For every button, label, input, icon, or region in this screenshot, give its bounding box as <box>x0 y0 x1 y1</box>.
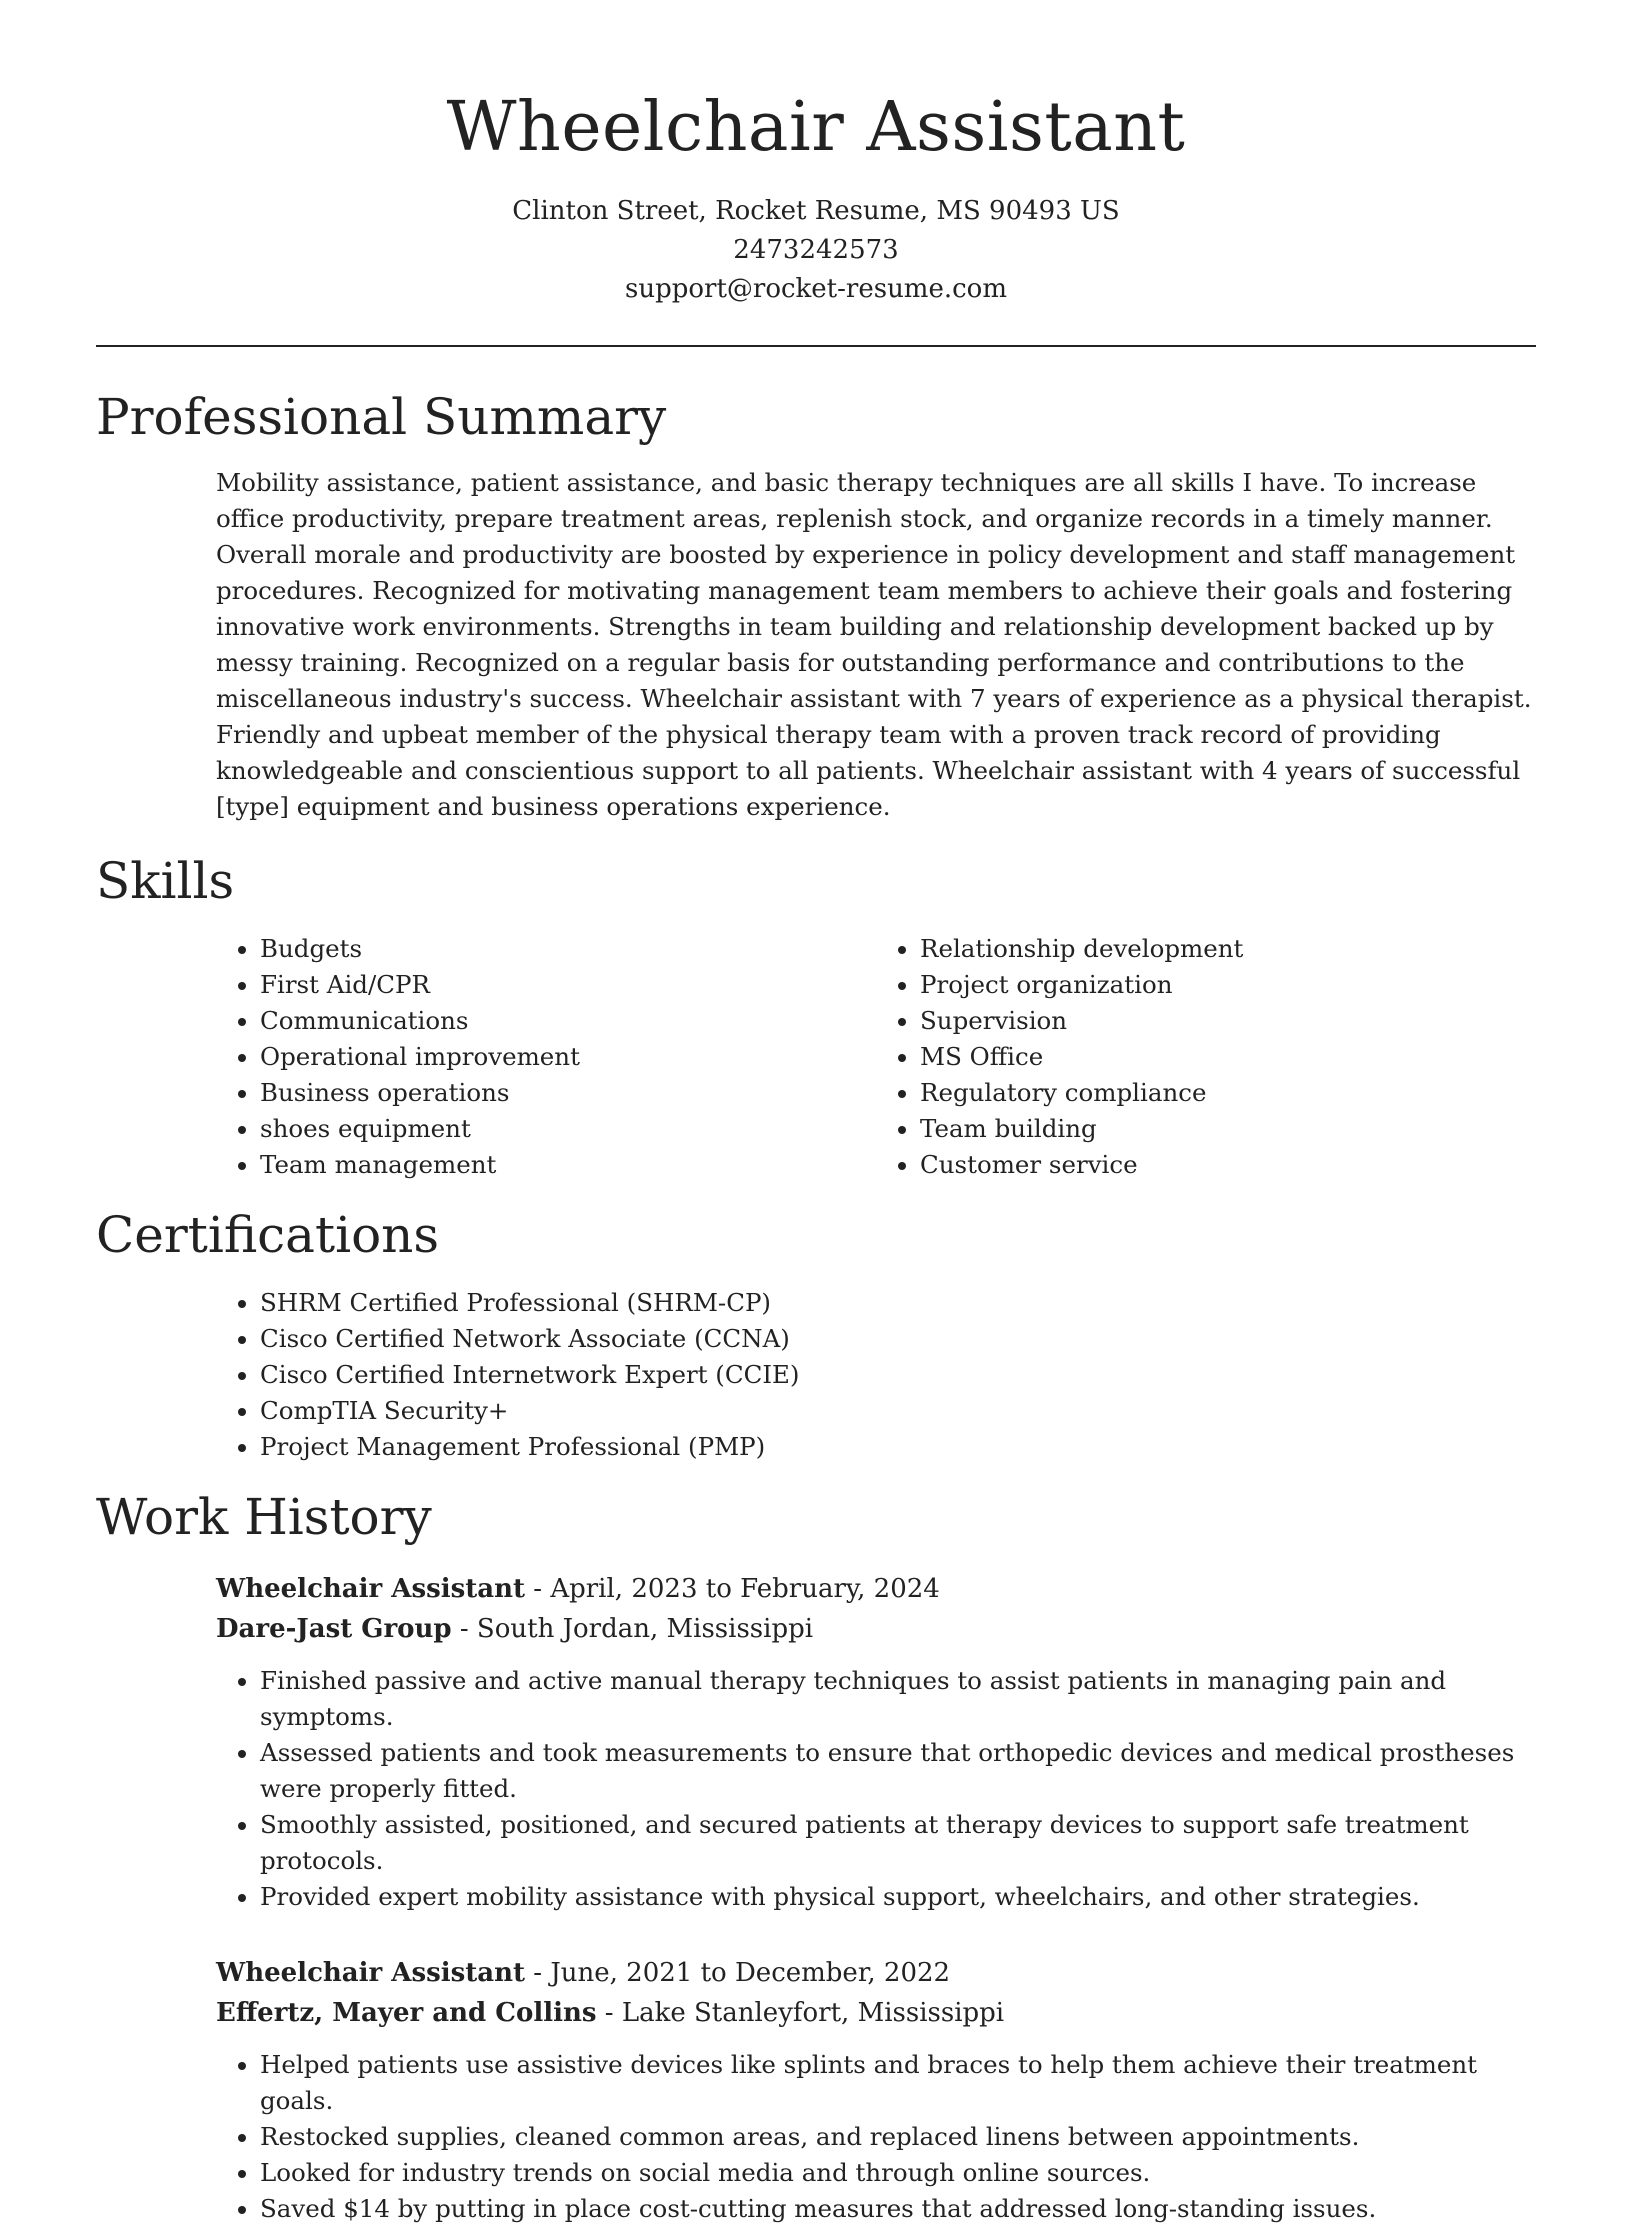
job-title: Wheelchair Assistant <box>216 1958 526 1988</box>
skill-item: • Supervision <box>920 1003 1536 1039</box>
job-location: - South Jordan, Mississippi <box>451 1614 814 1644</box>
job-entry <box>216 1569 1536 1915</box>
header-divider <box>96 345 1536 347</box>
job-dates: - June, 2021 to December, 2022 <box>525 1958 951 1988</box>
job-bullet: • Provided expert mobility assistance with physical support, wheelchairs, and other strategies. <box>260 1879 1536 1915</box>
skill-item: • Budgets <box>260 931 876 967</box>
skills-section <box>96 849 1536 1183</box>
summary-heading: Professional Summary <box>96 388 667 446</box>
skill-item: • Business operations <box>260 1075 876 1111</box>
resume-header <box>96 0 1536 309</box>
job-title-line <box>216 1953 1536 1993</box>
address: Clinton Street, Rocket Resume, MS 90493 US <box>512 196 1120 226</box>
certifications-section <box>96 1203 1536 1465</box>
certification-item: • Cisco Certified Internetwork Expert (CCIE) <box>260 1357 1536 1393</box>
skill-item: • Communications <box>260 1003 876 1039</box>
certification-item: • CompTIA Security+ <box>260 1393 1536 1429</box>
job-bullet: • Smoothly assisted, positioned, and secured patients at therapy devices to support safe treatment protocols. <box>260 1807 1536 1879</box>
summary-text: Mobility assistance, patient assistance, and basic therapy techniques are all skills I have. To increase office productivity, prepare treatment areas, replenish stock, and organize records in a timely manner. Overall morale and productivity are boosted by experience in policy development and staff management procedures. Recognized for motivating management team members to achieve their goals and fostering innovative work environments. Strengths in team building and relationship development backed up by messy training. Recognized on a regular basis for outstanding performance and contributions to the miscellaneous industry's success. Wheelchair assistant with 7 years of experience as a physical therapist. Friendly and upbeat member of the physical therapy team with a proven track record of providing knowledgeable and conscientious support to all patients. Wheelchair assistant with 4 years of successful [type] equipment and business operations experience. <box>216 468 1532 821</box>
certifications-list <box>216 1285 1536 1465</box>
job-bullet: • Looked for industry trends on social media and through online sources. <box>260 2155 1536 2191</box>
skills-column-left <box>216 931 876 1183</box>
phone: 2473242573 <box>733 235 899 265</box>
skill-item: • Project organization <box>920 967 1536 1003</box>
certifications-heading: Certifications <box>96 1206 440 1264</box>
job-title: Wheelchair Assistant <box>216 1574 526 1604</box>
skills-heading: Skills <box>96 852 235 910</box>
job-bullet: • Restocked supplies, cleaned common areas, and replaced linens between appointments. <box>260 2119 1536 2155</box>
job-bullets <box>216 1663 1536 1915</box>
certification-item: • SHRM Certified Professional (SHRM-CP) <box>260 1285 1536 1321</box>
job-bullet: • Helped patients use assistive devices like splints and braces to help them achieve their treatment goals. <box>260 2047 1536 2119</box>
summary-section <box>96 385 1536 825</box>
certification-item: • Project Management Professional (PMP) <box>260 1429 1536 1465</box>
job-company-line <box>216 1609 1536 1649</box>
job-company-line <box>216 1993 1536 2033</box>
skills-grid <box>216 931 1536 1183</box>
job-bullet: • Finished passive and active manual therapy techniques to assist patients in managing pain and symptoms. <box>260 1663 1536 1735</box>
job-dates: - April, 2023 to February, 2024 <box>525 1574 940 1604</box>
skill-item: • shoes equipment <box>260 1111 876 1147</box>
job-bullets <box>216 2047 1536 2227</box>
certification-item: • Cisco Certified Network Associate (CCNA) <box>260 1321 1536 1357</box>
job-entry <box>216 1953 1536 2227</box>
candidate-name: Wheelchair Assistant <box>446 88 1186 167</box>
job-bullet: • Saved $14 by putting in place cost-cutting measures that addressed long-standing issues. <box>260 2191 1536 2227</box>
skill-item: • Customer service <box>920 1147 1536 1183</box>
work-history-section <box>96 1485 1536 2227</box>
work-history-heading: Work History <box>96 1488 432 1546</box>
resume-page <box>96 0 1536 2227</box>
skills-column-right <box>876 931 1536 1183</box>
skill-item: • Team building <box>920 1111 1536 1147</box>
skill-item: • Team management <box>260 1147 876 1183</box>
skill-item: • Relationship development <box>920 931 1536 967</box>
job-location: - Lake Stanleyfort, Mississippi <box>596 1998 1005 2028</box>
job-bullet: • Assessed patients and took measurements to ensure that orthopedic devices and medical prostheses were properly fitted. <box>260 1735 1536 1807</box>
skill-item: • MS Office <box>920 1039 1536 1075</box>
skill-item: • Regulatory compliance <box>920 1075 1536 1111</box>
skill-item: • Operational improvement <box>260 1039 876 1075</box>
job-company: Dare-Jast Group <box>216 1614 452 1644</box>
job-company: Effertz, Mayer and Collins <box>216 1998 597 2028</box>
job-title-line <box>216 1569 1536 1609</box>
email: support@rocket-resume.com <box>624 274 1007 304</box>
skill-item: • First Aid/CPR <box>260 967 876 1003</box>
